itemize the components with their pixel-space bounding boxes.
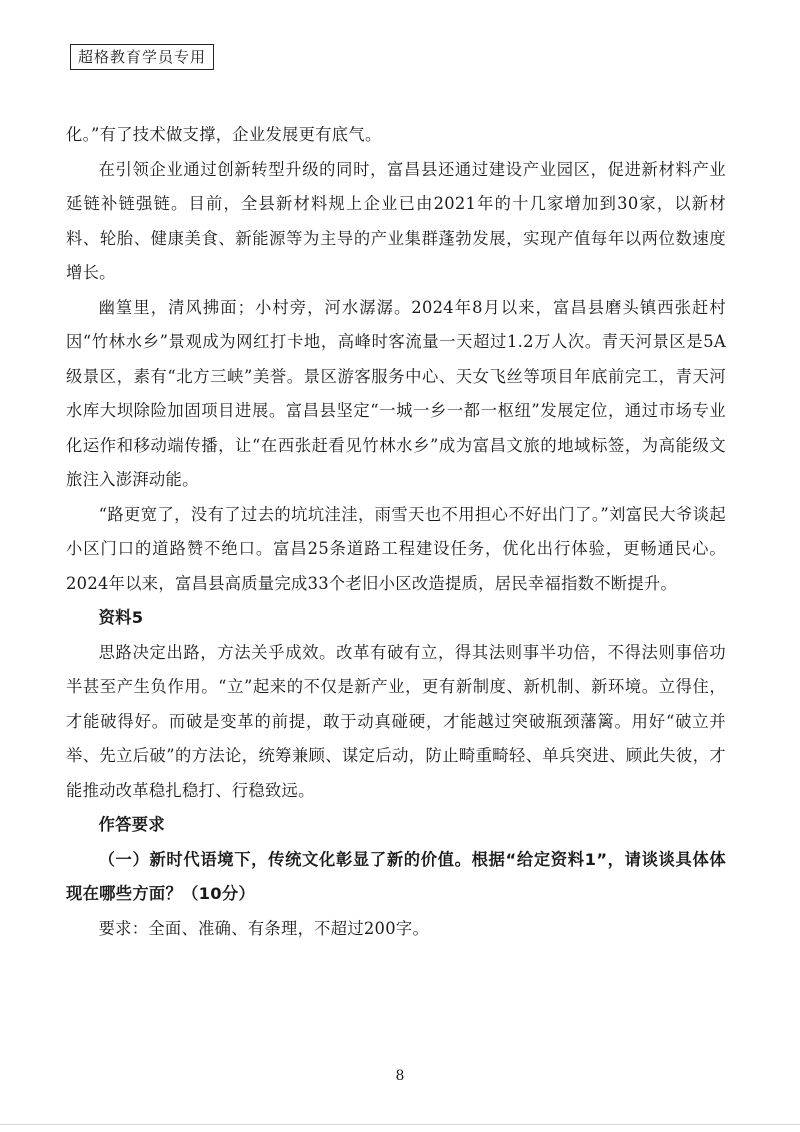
paragraph-material-5: 思路决定出路，方法关乎成效。改革有破有立，得其法则事半功倍，不得法则事倍功半甚至产生负作用。“立”起来的不仅是新产业，更有新制度、新机制、新环境。立得住，才能破得好。而破是变革的前提，敢于动真碰硬，才能越过突破瓶颈藩篱。用好“破立并举、先立后破”的方法论，统筹兼顾、谋定后动，防止畸重畸轻、单兵突进、顾此失彼，才能推动改革稳扎稳打、行稳致远。 — [66, 642, 726, 800]
question-1: （一）新时代语境下，传统文化彰显了新的价值。根据“给定资料1”，请谈谈具体体现在哪些方面？（10分） — [66, 849, 726, 903]
paragraph-industrial-park: 在引领企业通过创新转型升级的同时，富昌县还通过建设产业园区，促进新材料产业延链补链强链。目前，全县新材料规上企业已由2021年的十几家增加到30家，以新材料、轮胎、健康美食、新能源等为主导的产业集群蓬勃发展，实现产值每年以两位数速度增长。 — [66, 159, 726, 282]
paragraph-tourism: 幽篁里，清风拂面；小村旁，河水潺潺。2024年8月以来，富昌县磨头镇西张赶村因“竹林水乡”景观成为网红打卡地，高峰时客流量一天超过1.2万人次。青天河景区是5A级景区，素有“北方三峡”美誉。景区游客服务中心、天女飞丝等项目年底前完工，青天河水库大坝除险加固项目进展。富昌县坚定“一城一乡一都一枢纽”发展定位，通过市场专业化运作和移动端传播，让“在西张赶看见竹林水乡”成为富昌文旅的地域标签，为高能级文旅注入澎湃动能。 — [66, 297, 726, 489]
answer-requirements-heading: 作答要求 — [98, 815, 165, 834]
material-5-heading: 资料5 — [98, 608, 144, 627]
watermark-stamp: 超格教育学员专用 — [70, 44, 214, 70]
page-number: 8 — [395, 1068, 405, 1084]
document-body — [66, 118, 726, 946]
paragraph-continuation: 化。”有了技术做支撑，企业发展更有底气。 — [66, 125, 382, 144]
page-edge-divider — [0, 1124, 800, 1125]
answer-requirement: 要求：全面、准确、有条理，不超过200字。 — [98, 918, 430, 938]
paragraph-roads: “路更宽了，没有了过去的坑坑洼洼，雨雪天也不用担心不好出门了。”刘富民大爷谈起小区门口的道路赞不绝口。富昌25条道路工程建设任务，优化出行体验，更畅通民心。2024年以来，富昌县高质量完成33个老旧小区改造提质，居民幸福指数不断提升。 — [66, 504, 726, 593]
